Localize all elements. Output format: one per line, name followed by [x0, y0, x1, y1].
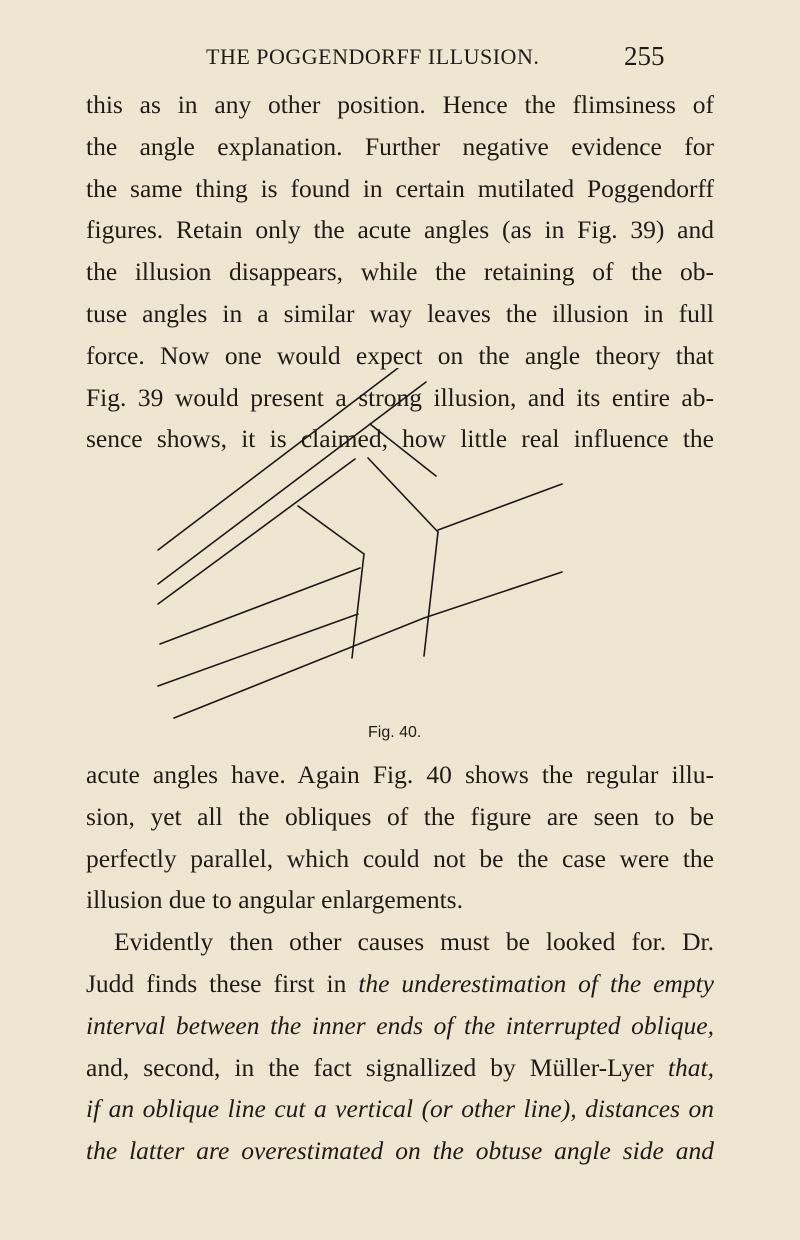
oblique-line	[438, 484, 562, 530]
text-line	[86, 1047, 714, 1089]
text-line	[86, 963, 714, 1005]
figure-drawing	[150, 368, 650, 724]
text-line: perfectly parallel, which could not be the case were the	[86, 843, 714, 873]
oblique-line	[158, 614, 358, 686]
text-line: force. Now one would expect on the angle theory that	[86, 340, 714, 370]
vertical-line	[424, 532, 438, 656]
text-italic: the underestimation of the empty	[358, 968, 714, 998]
text-line: illusion due to angular enlargements.	[86, 885, 463, 915]
text-italic: , distances on	[570, 1094, 714, 1124]
oblique-line	[158, 368, 398, 550]
text-line: Evidently then other causes must be looked for. Dr.	[114, 927, 714, 957]
oblique-line	[160, 568, 360, 644]
oblique-line	[158, 459, 355, 604]
oblique-line	[158, 382, 426, 584]
text-roman: Judd finds these first in	[86, 968, 359, 998]
page-number: 255	[624, 41, 665, 71]
text-roman: and, second, in the fact signallized by Müller-Lyer	[86, 1052, 668, 1082]
running-title: THE POGGENDORFF ILLUSION.	[206, 44, 540, 69]
figure-caption: Fig. 40.	[368, 724, 422, 741]
text-line: the same thing is found in certain mutilated Poggendorff	[86, 173, 714, 203]
text-line: the illusion disappears, while the retaining of the ob-	[86, 257, 714, 287]
cross-line	[298, 506, 364, 554]
cross-line	[370, 424, 436, 476]
text-line: the angle explanation. Further negative evidence for	[86, 131, 714, 161]
paragraph-bottom	[86, 754, 714, 1172]
oblique-line	[424, 572, 562, 618]
text-italic: interval between the inner ends of the interrupted oblique,	[86, 1010, 714, 1040]
text-line	[86, 1130, 714, 1172]
text-line	[86, 1088, 714, 1130]
text-line: figures. Retain only the acute angles (as in Fig. 39) and	[86, 215, 714, 245]
text-italic: (or other line)	[421, 1094, 571, 1124]
text-italic: the latter are overestimated on the obtuse angle side and	[86, 1136, 714, 1166]
text-line	[86, 1005, 714, 1047]
text-line: Fig. 39 would present a strong illusion, and its entire ab-	[86, 382, 714, 412]
text-italic: that,	[667, 1052, 714, 1082]
oblique-line	[174, 618, 424, 718]
text-line: sion, yet all the obliques of the figure are seen to be	[86, 801, 714, 831]
running-head	[0, 41, 800, 78]
text-line: acute angles have. Again Fig. 40 shows the regular illu-	[86, 760, 714, 789]
text-line: this as in any other position. Hence the flimsiness of	[86, 90, 714, 119]
text-line: sence shows, it is claimed, how little real influence the	[86, 424, 714, 454]
poggendorff-figure	[150, 368, 650, 724]
text-line: tuse angles in a similar way leaves the illusion in full	[86, 298, 714, 328]
text-italic: if an oblique line cut a vertical	[86, 1094, 422, 1124]
